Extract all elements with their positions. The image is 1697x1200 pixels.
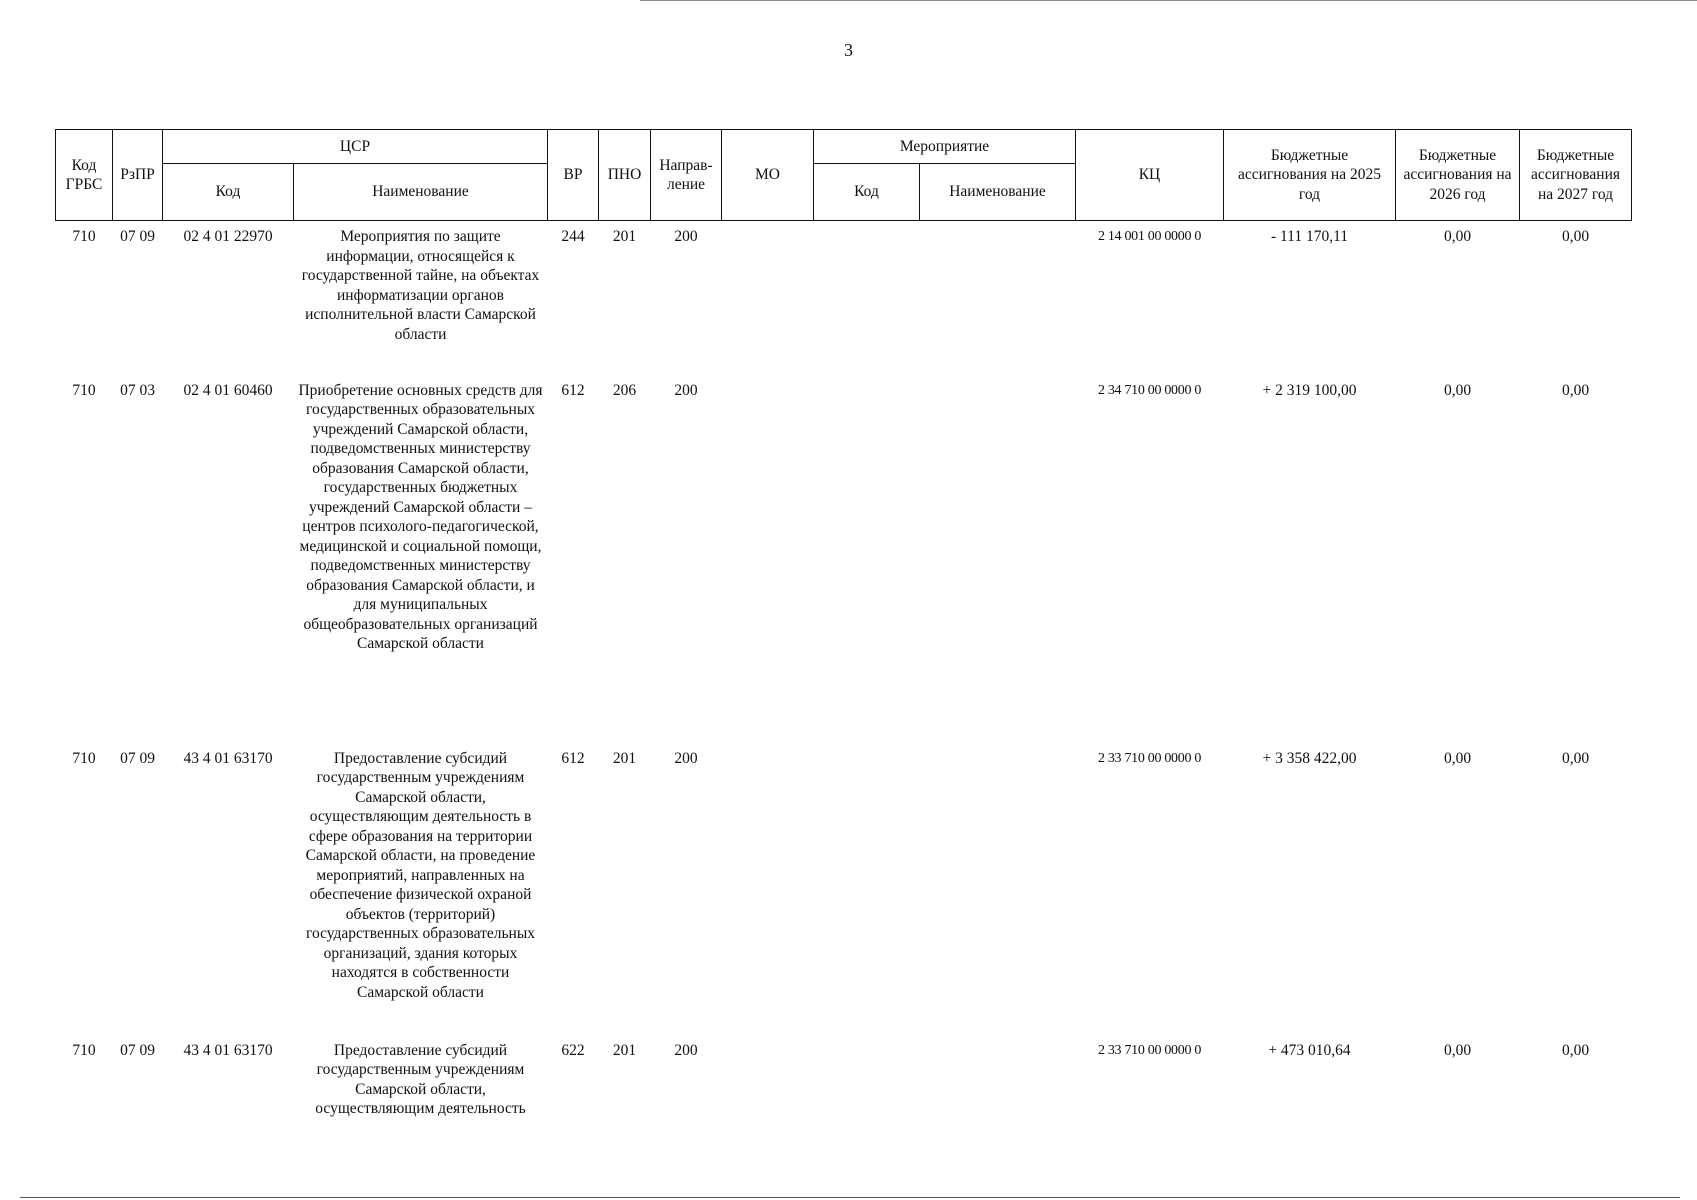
cell-kc: 2 33 710 00 0000 0 (1097, 750, 1202, 766)
cell-budget-2025: + 473 010,64 (1268, 1041, 1351, 1059)
header-pno: ПНО (599, 130, 651, 221)
cell-budget-2027: 0,00 (1561, 381, 1590, 399)
cell-budget-2027: 0,00 (1561, 749, 1590, 767)
bottom-rule (20, 1197, 1680, 1198)
table-row (56, 743, 1632, 1035)
cell-budget-2027: 0,00 (1561, 228, 1590, 245)
table-row (56, 375, 1632, 743)
cell-kc: 2 34 710 00 0000 0 (1097, 382, 1202, 398)
header-csr-kod: Код (163, 164, 294, 221)
cell-grbs: 710 (72, 1041, 96, 1059)
budget-allocations-table (55, 129, 1632, 1155)
cell-mer-name (920, 1035, 1076, 1155)
cell-pno: 206 (612, 381, 637, 399)
header-budget-2025: Бюджетные ассигнования на 2025 год (1224, 130, 1396, 221)
cell-csr-kod: 43 4 01 63170 (183, 749, 273, 767)
cell-mer-kod (814, 375, 920, 743)
table-row (56, 221, 1632, 375)
cell-mer-kod (814, 221, 920, 375)
cell-name: Мероприятия по защите информации, относящейся к государственной тайне, на объектах информатизации органов исполнительной власти Самарской области (301, 228, 540, 343)
header-mer-name: Наименование (920, 164, 1076, 221)
cell-name: Приобретение основных средств для государственных образовательных учреждений Самарской области, подведомственных министерству образования Самарской области, государственных бюджетных учреждений Самарской области – центров психолого-педагогической, медицинской и социальной помощи, подведомственных министерству образования Самарской области, и для муниципальных общеобразовательных организаций Самарской области (298, 381, 543, 652)
cell-budget-2026: 0,00 (1443, 228, 1472, 245)
header-kod-grbs: Код ГРБС (56, 130, 113, 221)
cell-csr-kod: 02 4 01 22970 (183, 228, 273, 245)
cell-budget-2025: + 2 319 100,00 (1262, 381, 1357, 399)
page-number: 3 (844, 40, 853, 60)
cell-csr-kod: 02 4 01 60460 (183, 381, 273, 399)
cell-budget-2026: 0,00 (1443, 381, 1472, 399)
cell-vr: 612 (561, 381, 585, 399)
cell-mer-name (920, 743, 1076, 1035)
cell-pno: 201 (612, 749, 637, 767)
cell-napravlenie: 200 (674, 1041, 698, 1059)
cell-budget-2025: + 3 358 422,00 (1262, 749, 1357, 767)
cell-grbs: 710 (72, 228, 96, 245)
cell-name: Предоставление субсидий государственным учреждениям Самарской области, осуществляющим деятельность (315, 1041, 526, 1117)
cell-kc: 2 33 710 00 0000 0 (1097, 1042, 1202, 1058)
header-napravlenie: Направ-ление (651, 130, 722, 221)
table-body (56, 221, 1632, 1155)
header-csr: ЦСР (163, 130, 548, 164)
cell-mer-kod (814, 743, 920, 1035)
cell-mo (722, 375, 814, 743)
cell-mo (722, 743, 814, 1035)
cell-mer-name (920, 375, 1076, 743)
header-csr-name: Наименование (294, 164, 548, 221)
cell-mo (722, 1035, 814, 1155)
header-vr: ВР (548, 130, 599, 221)
cell-rzpr: 07 09 (120, 749, 155, 767)
cell-grbs: 710 (72, 749, 96, 767)
top-rule (640, 0, 1697, 1)
cell-rzpr: 07 09 (120, 228, 155, 245)
header-budget-2026: Бюджетные ассигнования на 2026 год (1396, 130, 1520, 221)
header-mer-kod: Код (814, 164, 920, 221)
header-mo: МО (722, 130, 814, 221)
cell-rzpr: 07 03 (120, 381, 155, 399)
table-header (56, 130, 1632, 221)
cell-kc: 2 14 001 00 0000 0 (1097, 229, 1202, 244)
cell-mer-kod (814, 1035, 920, 1155)
cell-budget-2026: 0,00 (1443, 749, 1472, 767)
cell-csr-kod: 43 4 01 63170 (183, 1041, 273, 1059)
cell-vr: 244 (561, 228, 585, 245)
table-row (56, 1035, 1632, 1155)
cell-rzpr: 07 09 (120, 1041, 155, 1059)
header-meropriyatie: Мероприятие (814, 130, 1076, 164)
cell-mo (722, 221, 814, 375)
cell-napravlenie: 200 (674, 228, 698, 245)
cell-grbs: 710 (72, 381, 96, 399)
cell-pno: 201 (612, 228, 637, 245)
cell-vr: 622 (561, 1041, 585, 1059)
cell-mer-name (920, 221, 1076, 375)
cell-name: Предоставление субсидий государственным учреждениям Самарской области, осуществляющим деятельность в сфере образования на территории Самарской области, на проведение мероприятий, направленных на обеспечение физической охраной объектов (территорий) государственных образовательных организаций, здания которых находятся в собственности Самарской области (305, 749, 536, 1001)
cell-vr: 612 (561, 749, 585, 767)
cell-napravlenie: 200 (674, 749, 698, 767)
header-kc: КЦ (1076, 130, 1224, 221)
header-budget-2027: Бюджетные ассигнования на 2027 год (1520, 130, 1632, 221)
cell-pno: 201 (612, 1041, 637, 1059)
cell-budget-2025: - 111 170,11 (1270, 228, 1349, 245)
cell-budget-2026: 0,00 (1443, 1041, 1472, 1059)
header-rzpr: РзПР (113, 130, 163, 221)
cell-budget-2027: 0,00 (1561, 1041, 1590, 1059)
cell-napravlenie: 200 (674, 381, 698, 399)
